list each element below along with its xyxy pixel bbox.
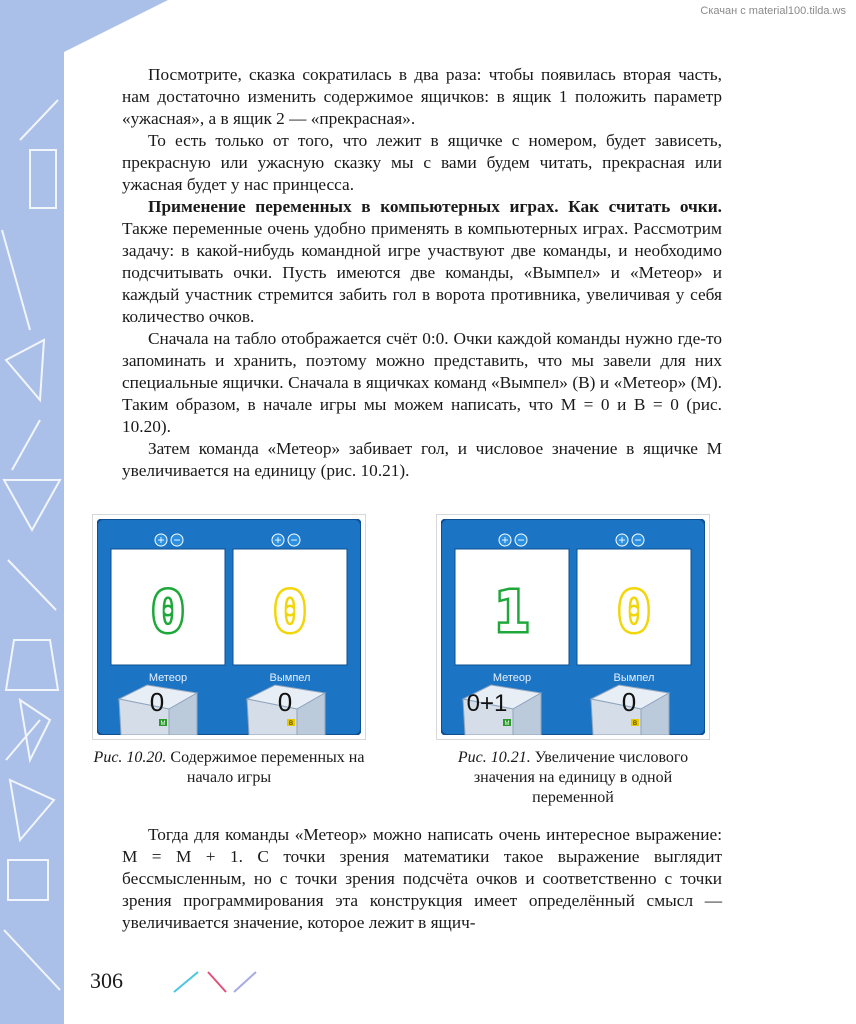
- section-heading: Применение переменных в компьютерных играх. Как считать очки.: [148, 197, 722, 216]
- top-text: [122, 64, 722, 482]
- meteor-box-value: 0: [149, 687, 165, 717]
- vympel-box-value: 0: [277, 687, 293, 717]
- minus-icon[interactable]: −: [634, 533, 642, 547]
- figure-10-20-panel: [97, 519, 361, 735]
- vympel-box-value: 0: [621, 687, 637, 717]
- plus-icon[interactable]: +: [157, 533, 165, 547]
- vympel-label: Вымпел: [269, 672, 311, 684]
- minus-icon[interactable]: −: [173, 533, 181, 547]
- page-number: 306: [90, 968, 123, 993]
- bottom-text: [122, 824, 722, 934]
- minus-icon[interactable]: −: [290, 533, 298, 547]
- meteor-label: Метеор: [492, 672, 532, 684]
- figure-10-21: [436, 514, 710, 740]
- paragraph-3: [122, 196, 722, 328]
- caption-text: Содержимое переменных на начало игры: [166, 749, 365, 786]
- geometric-pattern-icon: [0, 0, 64, 1024]
- minus-icon[interactable]: −: [517, 533, 525, 547]
- caption-10-20: [92, 748, 366, 788]
- vympel-box-letter: B: [632, 721, 638, 727]
- paragraph-2: То есть только от того, что лежит в ящичке с номером, будет зависеть, прекрасную или ужасную сказку мы с вами будем читать, прекрасная или ужасная будет у нас принцесса.: [122, 131, 722, 194]
- plus-icon[interactable]: +: [501, 533, 509, 547]
- figure-10-20: [92, 514, 366, 740]
- meteor-box-letter: M: [160, 721, 166, 727]
- vympel-box-letter: B: [288, 721, 294, 727]
- meteor-box-letter: M: [504, 721, 510, 727]
- caption-label: Рис. 10.20.: [93, 749, 167, 766]
- paragraph-1: Посмотрите, сказка сократилась в два раза: чтобы появилась вторая часть, нам достаточно изменить содержимое ящичков: в ящик 1 положить параметр «ужасная», а в ящик 2 — «прекрасная».: [122, 65, 722, 128]
- meteor-box-value: 0+1: [466, 690, 508, 717]
- vympel-score: 0: [273, 580, 307, 645]
- plus-icon[interactable]: +: [274, 533, 282, 547]
- figure-10-21-panel: [441, 519, 705, 735]
- vympel-label: Вымпел: [613, 672, 655, 684]
- decorative-side-band: [0, 0, 64, 1024]
- vympel-score: 0: [617, 580, 651, 645]
- caption-text: Увеличение числового значения на единицу в одной переменной: [473, 749, 689, 806]
- caption-10-21: [436, 748, 710, 808]
- paragraph-5: Затем команда «Метеор» забивает гол, и числовое значение в ящичке М увеличивается на единицу (рис. 10.21).: [122, 439, 722, 480]
- paragraph-6: Тогда для команды «Метеор» можно написать очень интересное выражение: М = М + 1. С точки зрения математики такое выражение выглядит бессмысленным, но с точки зрения подсчёта очков и соответственно с точки зрения программирования эта конструкция имеет определённый смысл — увеличивается значение, которое лежит в ящич-: [122, 825, 722, 932]
- decorative-lines-icon: [172, 970, 262, 994]
- meteor-score: 0: [151, 580, 185, 645]
- caption-label: Рис. 10.21.: [457, 749, 531, 766]
- paragraph-3-text: Также переменные очень удобно применять в компьютерных играх. Рассмотрим задачу: в какой-нибудь командной игре участвуют две команды, и необходимо подсчитывать очки. Пусть имеются две команды, «Вымпел» и «Метеор» и каждый участник стремится забить гол в ворота противника, увеличивая у себя количество очков.: [122, 219, 722, 326]
- plus-icon[interactable]: +: [618, 533, 626, 547]
- meteor-score: 1: [495, 580, 529, 645]
- paragraph-4: Сначала на табло отображается счёт 0:0. Очки каждой команды нужно где-то запоминать и хранить, поэтому можно представить, что мы завели для них специальные ящички. Сначала в ящичках команд «Вымпел» (В) и «Метеор» (М). Таким образом, в начале игры мы можем написать, что М = 0 и В = 0 (рис. 10.20).: [122, 329, 722, 436]
- watermark: Скачан с material100.tilda.ws: [700, 5, 846, 17]
- meteor-label: Метеор: [148, 672, 188, 684]
